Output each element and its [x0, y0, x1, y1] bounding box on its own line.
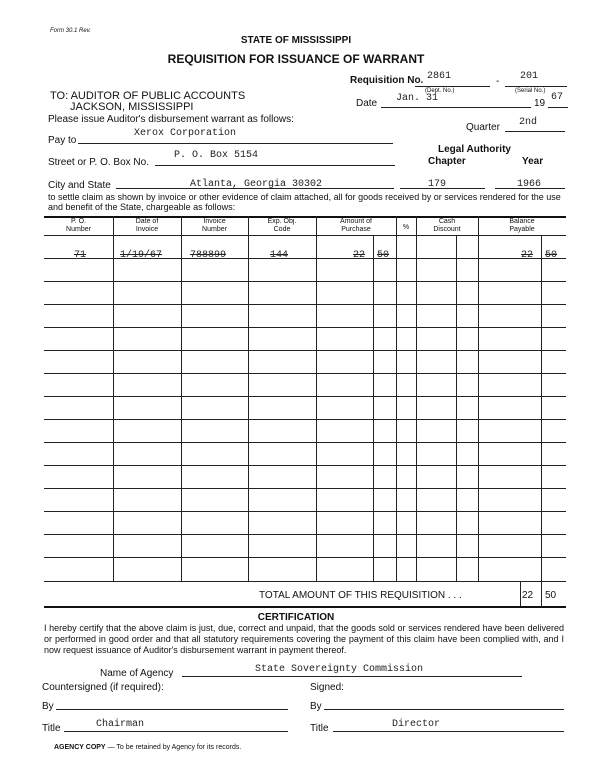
col-divider: [456, 236, 457, 581]
header-invoice: Invoice Number: [202, 218, 227, 233]
dept-no-line: [415, 86, 490, 87]
signed-label: Signed:: [310, 682, 344, 693]
table-row-line: [44, 534, 566, 535]
table-header-bottom: [44, 235, 566, 236]
header-pct: %: [402, 224, 410, 231]
header-cash: Cash Discount: [433, 218, 461, 233]
col-divider: [113, 216, 114, 581]
street-label: Street or P. O. Box No.: [48, 157, 149, 168]
col-divider: [396, 216, 397, 581]
header-balance: Balance Payable: [509, 218, 535, 233]
quarter-label: Quarter: [466, 122, 500, 133]
countersigned-label: Countersigned (if required):: [42, 682, 164, 693]
footer-copy-label: AGENCY COPY: [54, 744, 106, 751]
title-line-right: [333, 731, 564, 732]
form-number: Form 30.1 Rev.: [50, 28, 91, 34]
col-divider: [478, 216, 479, 581]
title-label-right: Title: [310, 723, 329, 734]
date-value: Jan. 31: [396, 93, 439, 104]
year-label: Year: [522, 156, 544, 167]
city-label: City and State: [48, 180, 111, 191]
col-divider: [520, 582, 521, 606]
table-row-line: [44, 373, 566, 374]
year-line: [548, 107, 568, 108]
header-amount: Amount of Purchase: [340, 218, 372, 233]
header-po: P. O. Number: [66, 218, 91, 233]
total-dollars: 22: [522, 590, 534, 601]
date-label: Date: [356, 98, 378, 109]
col-divider: [181, 216, 182, 581]
instruction: Please issue Auditor's disbursement warrant as follows:: [48, 114, 294, 125]
by-label-right: By: [310, 701, 322, 712]
dept-no-caption: (Dept. No.): [425, 88, 455, 94]
col-divider: [248, 216, 249, 581]
dept-no-value: 2861: [427, 71, 452, 82]
table-row-line: [44, 442, 566, 443]
table-row-line: [44, 304, 566, 305]
row1-date: 1/19/67: [120, 250, 163, 261]
agency-name-value: State Sovereignty Commission: [255, 664, 424, 675]
total-label: TOTAL AMOUNT OF THIS REQUISITION . . .: [259, 590, 462, 601]
title-line-left: [64, 731, 288, 732]
row1-amount-dollars: 22: [353, 250, 366, 261]
state-title: STATE OF MISSISSIPPI: [240, 35, 352, 46]
table-row-line: [44, 488, 566, 489]
by-line-right: [324, 709, 564, 710]
serial-no-caption: (Serial No.): [515, 88, 546, 94]
legal-authority-title: Legal Authority: [438, 144, 511, 155]
table-row-line: [44, 350, 566, 351]
col-divider: [373, 236, 374, 581]
year-suffix: 67: [551, 92, 564, 103]
chapter-value: 179: [428, 179, 447, 190]
col-divider: [416, 216, 417, 581]
to-line1: TO: AUDITOR OF PUBLIC ACCOUNTS: [50, 90, 246, 102]
agency-name-line: [182, 676, 522, 677]
by-label-left: By: [42, 701, 54, 712]
street-value: P. O. Box 5154: [174, 150, 259, 161]
table-row-line: [44, 557, 566, 558]
footer: [54, 744, 241, 751]
agency-name-label: Name of Agency: [100, 668, 174, 679]
by-line-left: [56, 709, 288, 710]
city-value: Atlanta, Georgia 30302: [190, 179, 323, 190]
date-line: [381, 107, 531, 108]
title-left-value: Chairman: [96, 719, 145, 730]
row1-invoice: 788899: [190, 250, 227, 261]
pay-to-label: Pay to: [48, 135, 77, 146]
row1-balance-dollars: 22: [521, 250, 534, 261]
header-date: Date of Invoice: [135, 218, 159, 233]
header-exp: Exp. Obj. Code: [267, 218, 297, 233]
table-bottom: [44, 606, 566, 608]
row1-po: 71: [74, 250, 87, 261]
title-label-left: Title: [42, 723, 61, 734]
table-row-line: [44, 511, 566, 512]
row1-amount-cents: 50: [377, 250, 390, 261]
total-cents: 50: [545, 590, 557, 601]
certification-text: I hereby certify that the above claim is just, due, correct and unpaid, that the goods sold or services rendered have been delivered or performed in good order and that all statutory requirements covering the payment of this claim have been complied with, and I now request issuance of Auditor's disbursement warrant in payment thereof.: [44, 623, 564, 655]
settle-text: to settle claim as shown by invoice or other evidence of claim attached, all for goods received by or services rendered for the use and benefit of the State, chargeable as follows:: [48, 192, 561, 212]
table-row-line: [44, 465, 566, 466]
row1-balance-cents: 50: [545, 250, 558, 261]
quarter-line: [505, 131, 565, 132]
table-row-line: [44, 327, 566, 328]
serial-no-value: 201: [520, 71, 539, 82]
footer-copy-text: — To be retained by Agency for its records.: [107, 744, 242, 751]
to-line2: JACKSON, MISSISSIPPI: [70, 101, 194, 113]
pay-to-line: [78, 143, 393, 144]
chapter-label: Chapter: [428, 156, 466, 167]
main-title: REQUISITION FOR ISSUANCE OF WARRANT: [167, 52, 425, 66]
table-body-bottom: [44, 581, 566, 582]
col-divider: [316, 216, 317, 581]
certification-title: CERTIFICATION: [257, 612, 335, 623]
street-line: [155, 165, 395, 166]
table-row-line: [44, 396, 566, 397]
row1-exp: 144: [270, 250, 289, 261]
table-row-line: [44, 281, 566, 282]
requisition-label: Requisition No.: [350, 75, 424, 86]
serial-no-line: [505, 86, 567, 87]
pay-to-value: Xerox Corporation: [134, 128, 237, 139]
table-row-line: [44, 419, 566, 420]
title-right-value: Director: [392, 719, 441, 730]
quarter-value: 2nd: [519, 117, 538, 128]
col-divider: [541, 236, 542, 606]
dash: -: [496, 76, 500, 87]
authority-year-value: 1966: [517, 179, 542, 190]
year-prefix: 19: [534, 98, 546, 109]
